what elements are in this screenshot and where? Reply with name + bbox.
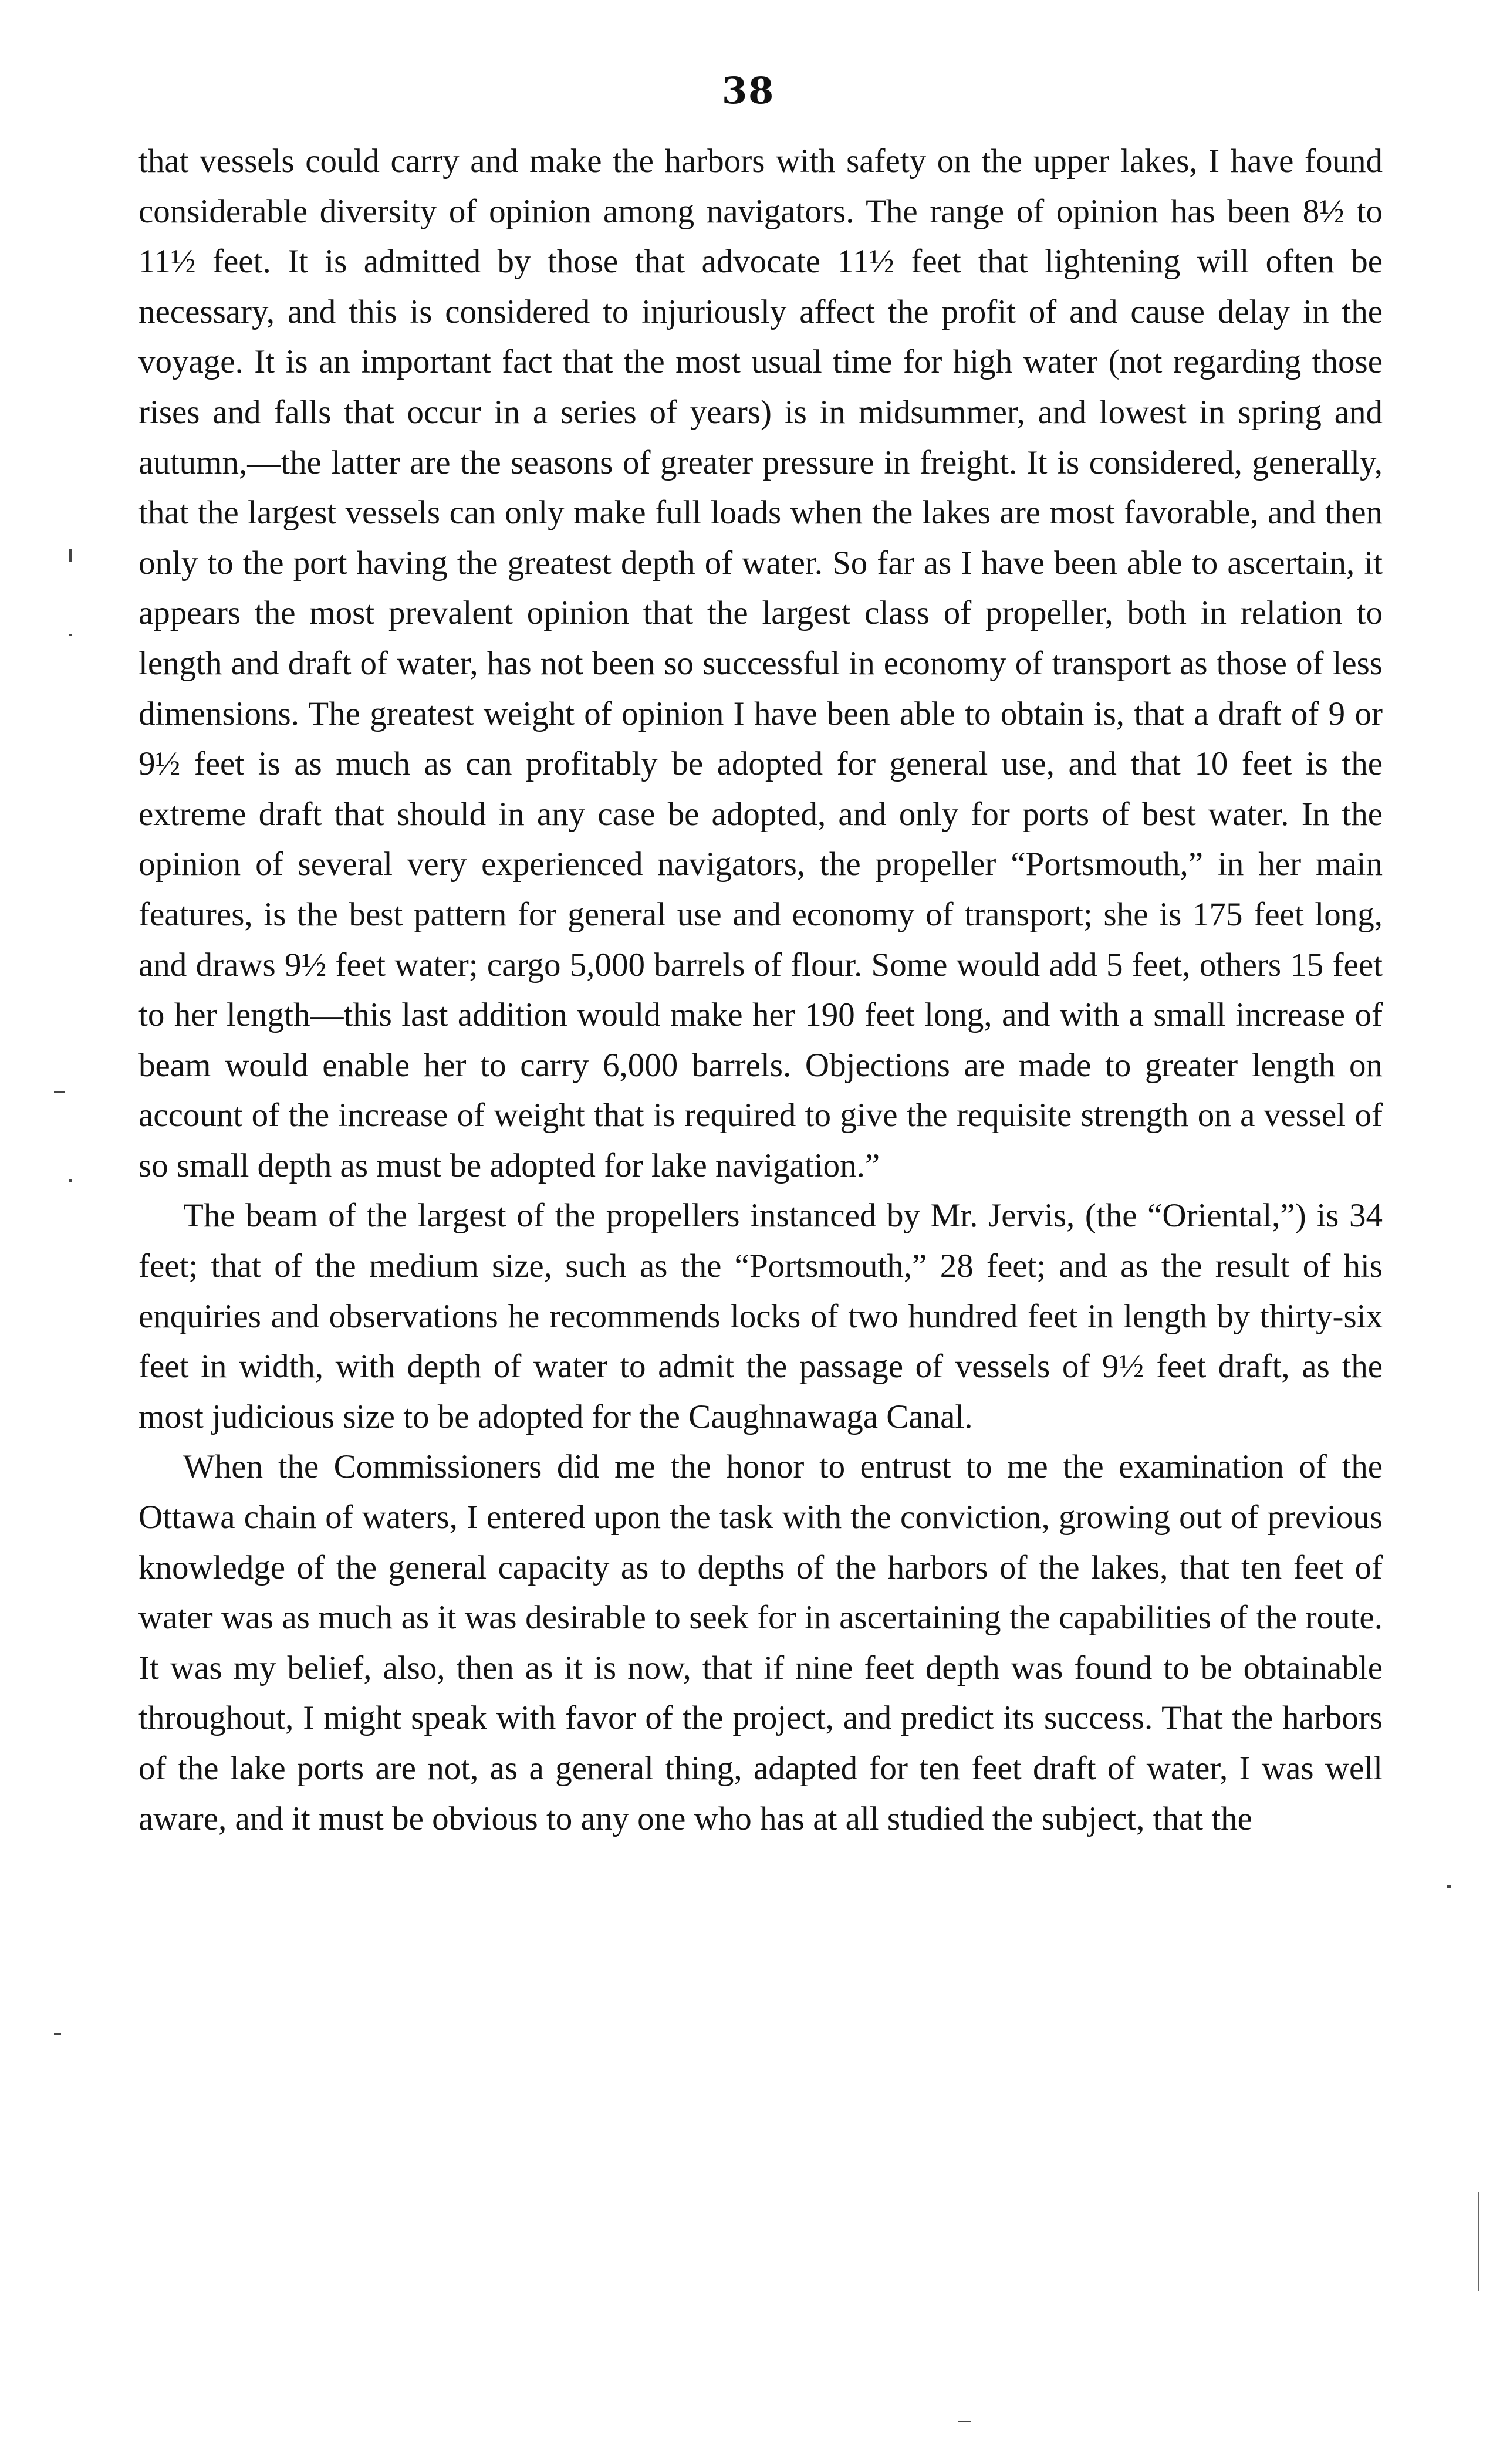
body-text	[138, 136, 1383, 1844]
paragraph-1: that vessels could carry and make the harbors with safety on the upper lakes, I have found considerable diversity of opinion among navigators. The range of opinion has been 8½ to 11½ feet. It is admitted by those that advocate 11½ feet that lightening will often be necessary, and this is considered to injuriously affect the profit of and cause delay in the voyage. It is an important fact that the most usual time for high water (not regarding those rises and falls that occur in a series of years) is in midsummer, and lowest in spring and autumn,—the latter are the seasons of greater pressure in freight. It is considered, generally, that the largest vessels can only make full loads when the lakes are most favorable, and then only to the port having the greatest depth of water. So far as I have been able to ascertain, it appears the most prevalent opinion that the largest class of propeller, both in relation to length and draft of water, has not been so successful in economy of transport as those of less dimensions. The greatest weight of opinion I have been able to obtain is, that a draft of 9 or 9½ feet is as much as can profitably be adopted for general use, and that 10 feet is the extreme draft that should in any case be adopted, and only for ports of best water. In the opinion of several very experienced navigators, the propeller “Portsmouth,” in her main features, is the best pattern for general use and economy of transport; she is 175 feet long, and draws 9½ feet water; cargo 5,000 barrels of flour. Some would add 5 feet, others 15 feet to her length—this last addition would make her 190 feet long, and with a small increase of beam would enable her to carry 6,000 barrels. Objections are made to greater length on account of the increase of weight that is required to give the requisite strength on a vessel of so small depth as must be adopted for lake navigation.”	[138, 143, 1383, 1184]
scan-speck	[54, 1091, 65, 1093]
scan-speck	[1447, 1885, 1451, 1888]
scan-speck	[69, 1179, 72, 1182]
scan-speck	[69, 549, 72, 562]
paragraph-3: When the Commissioners did me the honor to entrust to me the examination of the Ottawa chain of waters, I entered upon the task with the conviction, growing out of previous knowledge of the general capacity as to depths of the harbors of the lakes, that ten feet of water was as much as it was desirable to seek for in ascertaining the capabilities of the route. It was my belief, also, then as it is now, that if nine feet depth was found to be obtainable throughout, I might speak with favor of the project, and predict its success. That the harbors of the lake ports are not, as a general thing, adapted for ten feet draft of water, I was well aware, and it must be obvious to any one who has at all studied the subject, that the	[138, 1448, 1383, 1837]
margin-bracket-line	[1478, 2192, 1479, 2291]
scan-speck	[54, 2033, 61, 2035]
paragraph-2: The beam of the largest of the propellers instanced by Mr. Jervis, (the “Oriental,”) is 34 feet; that of the medium size, such as the “Portsmouth,” 28 feet; and as the result of his enquiries and observations he recommends locks of two hundred feet in length by thirty-six feet in width, with depth of water to admit the passage of vessels of 9½ feet draft, as the most judicious size to be adopted for the Caughnawaga Canal.	[138, 1197, 1383, 1435]
scan-speck	[69, 634, 72, 636]
scan-speck	[958, 2421, 971, 2422]
page-number: 38	[722, 69, 775, 112]
